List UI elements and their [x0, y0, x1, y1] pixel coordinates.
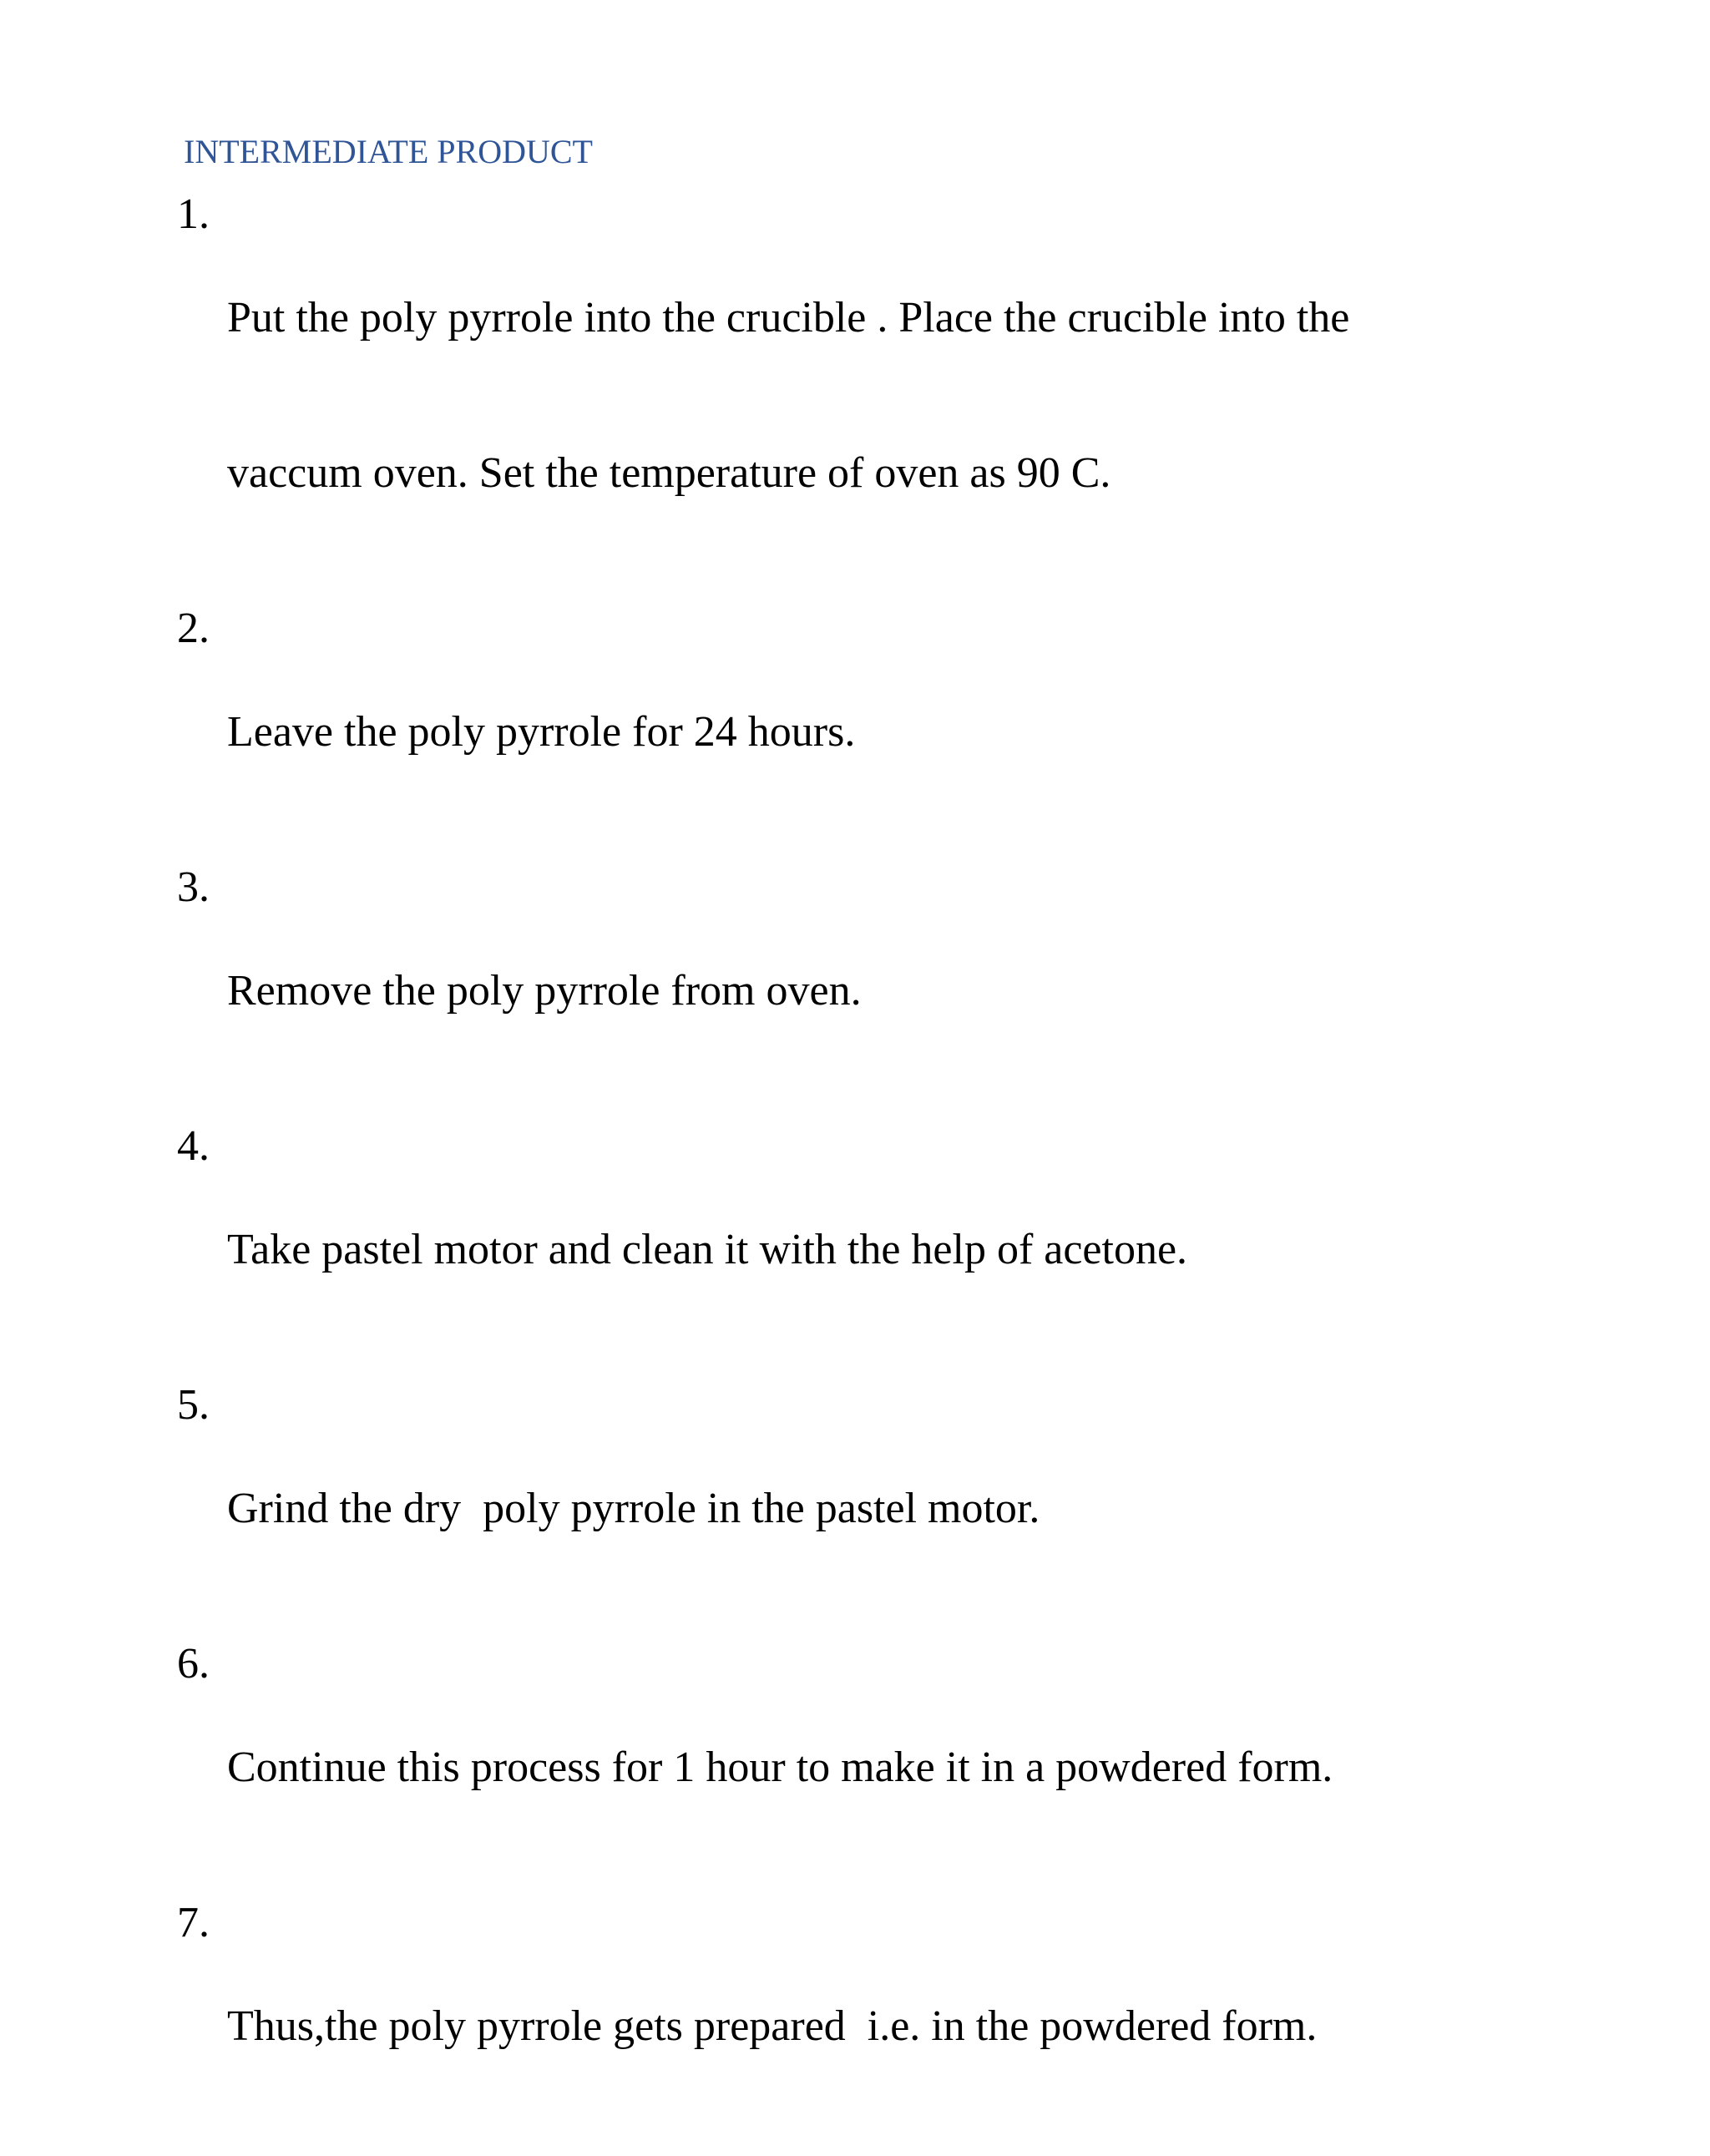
step-text [227, 189, 1596, 603]
step-line: Take pastel motor and clean it with the help of acetone. [227, 1226, 1188, 1273]
step-line: Thus,the poly pyrrole gets prepared i.e. in the powdered form. [227, 2002, 1318, 2050]
list-item [177, 603, 1596, 862]
step-number: 2. [177, 605, 210, 652]
list-item [177, 1379, 1596, 1638]
list-item [177, 1121, 1596, 1379]
list-item [177, 862, 1596, 1121]
step-number: 4. [177, 1122, 210, 1170]
step-number: 5. [177, 1381, 210, 1429]
step-line: Continue this process for 1 hour to make it in a powdered form. [227, 1744, 1333, 1791]
step-text [227, 862, 1596, 1121]
page-title: INTERMEDIATE PRODUCT [184, 133, 593, 170]
step-line: Remove the poly pyrrole from oven. [227, 967, 862, 1015]
list-item [177, 1638, 1596, 1897]
step-line: Leave the poly pyrrole for 24 hours. [227, 708, 856, 756]
step-number: 1. [177, 190, 210, 238]
steps-list [177, 189, 1596, 2156]
step-text [227, 1897, 1596, 2156]
step-text [227, 1121, 1596, 1379]
step-text [227, 603, 1596, 862]
step-text [227, 1379, 1596, 1638]
step-text [227, 1638, 1596, 1897]
step-line: Put the poly pyrrole into the crucible . Place the crucible into the [227, 294, 1350, 342]
step-number: 3. [177, 863, 210, 911]
step-number: 7. [177, 1899, 210, 1946]
list-item [177, 1897, 1596, 2156]
list-item [177, 189, 1596, 603]
step-line: vaccum oven. Set the temperature of oven as 90 C. [227, 449, 1111, 497]
step-number: 6. [177, 1640, 210, 1688]
step-line: Grind the dry poly pyrrole in the pastel motor. [227, 1485, 1040, 1532]
